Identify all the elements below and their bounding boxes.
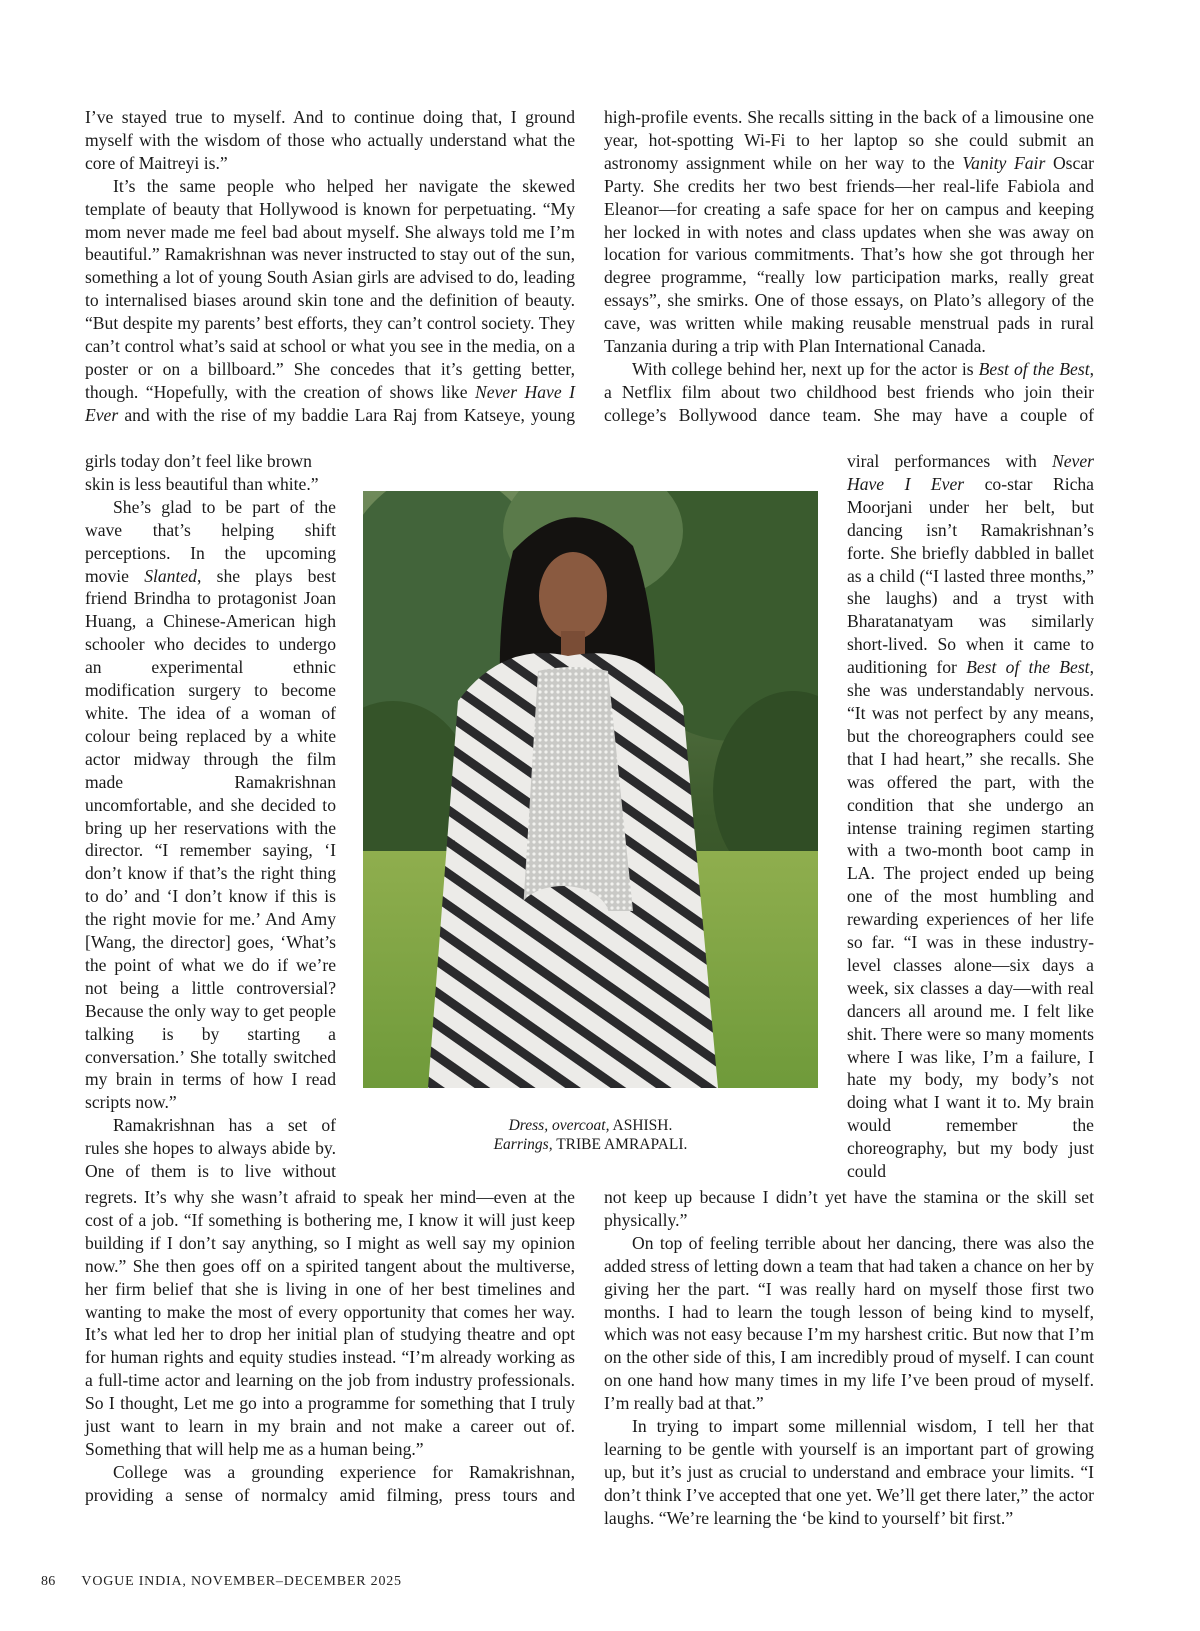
paragraph: high-profile events. She recalls sitting in the back of a limousine one year, hot-spotting Wi-Fi to her laptop so she could submit an astronomy assignment while on her way to the Vanity Fair Oscar Party. She credits her two best friends—her real-life Fabiola and Eleanor—for creating a safe space for her on campus and keeping her locked in with notes and class updates when she was away on location for various commitments. That’s how she got through her degree programme, “really low participation marks, really great essays”, she smirks. One of those essays, on Plato’s allegory of the cave, was written while making reusable menstrual pads in rural Tanzania during a trip with Plan International Canada.: [604, 107, 1094, 357]
paragraph: On top of feeling terrible about her dancing, there was also the added stress of letting down a team that had taken a chance on her by giving her the part. “I was really hard on myself those first two months. I had to learn the tough lesson of being kind to myself, which was not easy because I’m my harshest critic. But now that I’m on the other side of this, I am incredibly proud of myself. I can count on one hand how many times in my life I’ve been proud of myself. I’m really bad at that.”: [604, 1232, 1094, 1414]
page-footer: [41, 1574, 402, 1590]
movie-title: Best of the Best: [978, 358, 1090, 379]
event-title: Vanity Fair: [962, 152, 1046, 173]
caption-line: Dress, overcoat, ASHISH.: [508, 1117, 673, 1134]
show-title: Never Have I Ever: [85, 381, 575, 425]
photo-caption: [363, 1116, 818, 1154]
movie-title: Best of the Best: [966, 657, 1090, 678]
column-2-wrap: [847, 450, 1094, 1183]
paragraph: Ramakrishnan has a set of rules she hopes to always abide by. One of them is to live without: [85, 1115, 336, 1182]
paragraph: viral performances with Never Have I Ever co-star Richa Moorjani under her belt, but dancing isn’t Ramakrishnan’s forte. She briefly dabbled in ballet as a child (“I lasted three months,” she laughs) and a tryst with Bharatanatyam was similarly short-lived. So when it came to auditioning for Best of the Best, she was understandably nervous. “It was not perfect by any means, but the choreographers could see that I had heart,” she recalls. She was offered the part, with the condition that she undergo an intense training regimen starting with a two-month boot camp in LA. The project ended up being one of the most humbling and rewarding experiences of her life so far. “I was in these industry-level classes alone—six days a week, six classes a day—with real dancers all around me. I felt like shit. There were so many moments where I was like, I’m a failure, I hate my body, my body’s not doing what I want it to. My brain would remember the choreography, but my body just could: [847, 451, 1094, 1182]
paragraph: In trying to impart some millennial wisdom, I tell her that learning to be gentle with yourself is an important part of growing up, but it’s just as crucial to understand and embrace your limits. “I don’t think I’ve accepted that one yet. We’ll get there later,” the actor laughs. “We’re learning the ‘be kind to yourself’ bit first.”: [604, 1416, 1094, 1528]
paragraph: With college behind her, next up for the actor is Best of the Best, a Netflix film about two childhood best friends who join their college’s Bollywood dance team. She may have a couple of: [604, 358, 1094, 425]
column-1-top: [85, 106, 575, 427]
column-1-bottom: [85, 1186, 575, 1507]
show-title: Never Have I Ever: [847, 451, 1094, 494]
column-2-bottom: [604, 1186, 1094, 1530]
paragraph: She’s glad to be part of the wave that’s helping shift perceptions. In the upcoming movie Slanted, she plays best friend Brindha to protagonist Joan Huang, a Chinese-American high schooler who decides to undergo an experimental ethnic modification surgery to become white. The idea of a woman of colour being replaced by a white actor midway through the film made Ramakrishnan uncomfortable, and she decided to bring up her reservations with the director. “I remember saying, ‘I don’t know if that’s the right thing to do’ and ‘I don’t know if this is the right movie for me.’ And Amy [Wang, the director] goes, ‘What’s the point of what we do if we’re not being a little controversial? Because the only way to get people talking is by starting a conversation.’ She totally switched my brain in terms of how I read scripts now.”: [85, 496, 336, 1113]
movie-title: Slanted: [144, 565, 197, 586]
paragraph: regrets. It’s why she wasn’t afraid to speak her mind—even at the cost of a job. “If something is bothering me, I know it will just keep building if I don’t say anything, so I might as well say my opinion now.” She then goes off on a spirited tangent about the multiverse, her firm belief that she is living in one of her best timelines and wanting to make the most of every opportunity that comes her way. It’s what led her to drop her initial plan of studying theatre and opt for human rights and equity studies instead. “I’m already working as a full-time actor and learning on the job from industry professionals. So I thought, Let me go into a programme for something that I truly just want to learn in my brain and not make a career out of. Something that will help me as a human being.”: [85, 1187, 575, 1459]
paragraph: not keep up because I didn’t yet have the stamina or the skill set physically.”: [604, 1187, 1094, 1230]
paragraph: College was a grounding experience for Ramakrishnan, providing a sense of normalcy amid filming, press tours and: [85, 1461, 575, 1505]
caption-line: Earrings, TRIBE AMRAPALI.: [493, 1136, 688, 1153]
magazine-issue: VOGUE INDIA, NOVEMBER–DECEMBER 2025: [81, 1574, 402, 1589]
portrait-illustration: [363, 491, 818, 1088]
paragraph: It’s the same people who helped her navigate the skewed template of beauty that Hollywood is known for perpetuating. “My mom never made me feel bad about myself. She always told me I’m beautiful.” Ramakrishnan was never instructed to stay out of the sun, something a lot of young South Asian girls are advised to do, leading to internalised biases around skin tone and the definition of beauty. “But despite my parents’ best efforts, they can’t control society. They can’t control what’s said at school or what you see in the media, on a poster or on a billboard.” She concedes that it’s getting better, though. “Hopefully, with the creation of shows like Never Have I Ever and with the rise of my baddie Lara Raj from Katseye, young: [85, 175, 575, 425]
page-number: 86: [41, 1574, 56, 1589]
paragraph: I’ve stayed true to myself. And to continue doing that, I ground myself with the wisdom of those who actually understand what the core of Maitreyi is.”: [85, 107, 575, 173]
portrait-photo: [363, 491, 818, 1088]
paragraph: girls today don’t feel like brown skin is less beautiful than white.”: [85, 451, 319, 494]
column-1-wrap: [85, 450, 336, 1183]
column-2-top: [604, 106, 1094, 427]
